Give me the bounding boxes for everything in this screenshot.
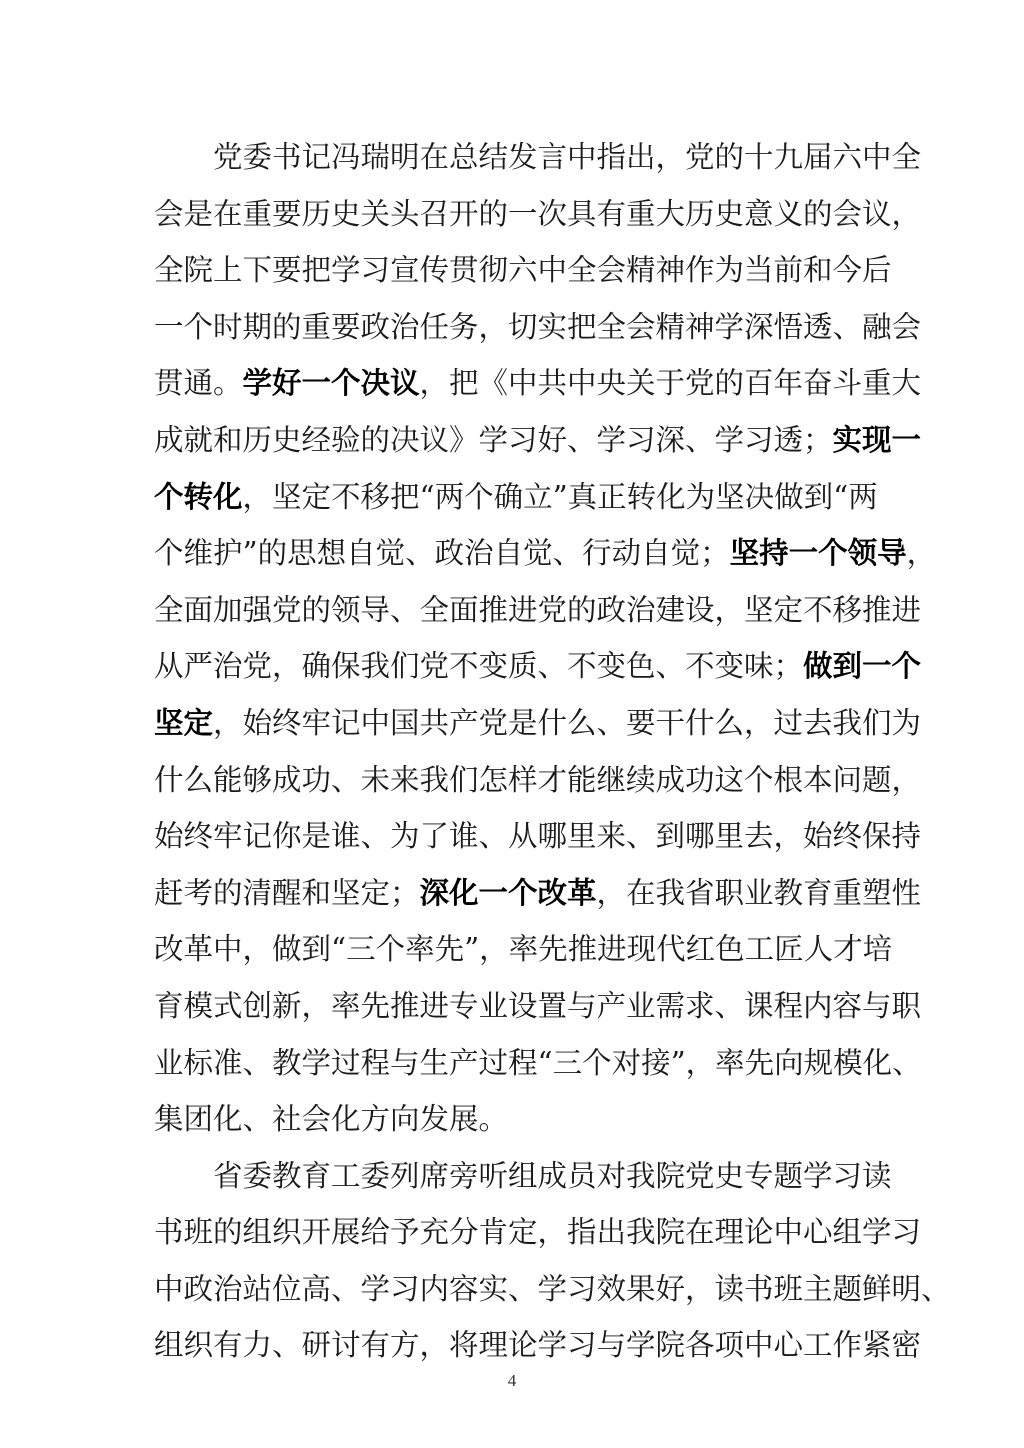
page-number: 4 <box>507 1371 517 1390</box>
paragraph-1-line-16 <box>154 978 922 1035</box>
text-run: 全院上下要把学习宣传贯彻六中全会精神作为当前和今后 <box>154 253 892 288</box>
text-run: 中政治站位高、学习内容实、学习效果好，读书班主题鲜明、 <box>154 1271 951 1306</box>
text-run: ，把《中共中央关于党的百年奋斗重大 <box>419 366 922 401</box>
bold-heading-1: 学好一个决议 <box>242 366 420 401</box>
text-run: ，坚定不移把“两个确立”真正转化为坚决做到“两 <box>242 479 878 514</box>
paragraph-1-line-1 <box>154 129 922 186</box>
text-run: 会是在重要历史关头召开的一次具有重大历史意义的会议， <box>154 196 922 231</box>
bold-heading-2-part-1: 实现一 <box>832 422 922 457</box>
paragraph-1-line-15 <box>154 921 893 978</box>
text-run: 从严治党，确保我们党不变质、不变色、不变味； <box>154 649 804 684</box>
text-run: 组织有力、研讨有方，将理论学习与学院各项中心工作紧密 <box>154 1328 922 1363</box>
paragraph-2-line-4 <box>154 1317 922 1374</box>
text-run: 书班的组织开展给予充分肯定，指出我院在理论中心组学习 <box>154 1215 922 1250</box>
paragraph-1-line-4 <box>154 299 922 356</box>
paragraph-2-line-1 <box>154 1148 892 1205</box>
paragraph-1-line-5 <box>154 355 922 412</box>
bold-heading-2-part-2: 个转化 <box>154 479 243 514</box>
bold-heading-5: 深化一个改革 <box>419 875 597 910</box>
paragraph-1-line-10 <box>154 638 922 695</box>
text-run: 始终牢记你是谁、为了谁、从哪里来、到哪里去，始终保持 <box>154 819 922 854</box>
text-run: 一个时期的重要政治任务，切实把全会精神学深悟透、融会 <box>154 309 922 344</box>
paragraph-1-line-3 <box>154 242 892 299</box>
text-run: ，在我省职业教育重塑性 <box>596 875 922 910</box>
text-run: 改革中，做到“三个率先”，率先推进现代红色工匠人才培 <box>154 932 893 967</box>
document-body <box>154 129 951 1374</box>
bold-heading-4-part-1: 做到一个 <box>803 649 922 684</box>
text-run: ， <box>906 536 937 571</box>
text-run: 集团化、社会化方向发展。 <box>154 1102 509 1137</box>
text-run: 赶考的清醒和坚定； <box>154 875 420 910</box>
paragraph-1-line-18 <box>154 1091 874 1148</box>
paragraph-1-line-12 <box>154 752 922 809</box>
paragraph-1-line-11 <box>154 695 922 752</box>
text-run: 省委教育工委列席旁听组成员对我院党史专题学习读 <box>213 1158 892 1193</box>
paragraph-1-line-2 <box>154 186 922 243</box>
text-run: 贯通。 <box>154 366 243 401</box>
paragraph-1-line-8 <box>154 525 937 582</box>
paragraph-1-line-6 <box>154 412 922 469</box>
text-run: 全面加强党的领导、全面推进党的政治建设，坚定不移推进 <box>154 592 922 627</box>
text-run: 党委书记冯瑞明在总结发言中指出，党的十九届六中全 <box>213 140 922 174</box>
text-run: 育模式创新，率先推进专业设置与产业需求、课程内容与职 <box>154 988 922 1023</box>
paragraph-2-line-2 <box>154 1204 922 1261</box>
paragraph-1-line-17 <box>154 1035 922 1092</box>
bold-heading-3: 坚持一个领导 <box>729 536 907 571</box>
paragraph-1-line-9 <box>154 582 922 639</box>
text-run: 什么能够成功、未来我们怎样才能继续成功这个根本问题， <box>154 762 922 797</box>
text-run: 个维护”的思想自觉、政治自觉、行动自觉； <box>154 536 730 571</box>
text-run: 业标准、教学过程与生产过程“三个对接”，率先向规模化、 <box>154 1045 922 1080</box>
paragraph-1-line-7 <box>154 469 878 526</box>
text-run: 成就和历史经验的决议》学习好、学习深、学习透； <box>154 422 833 457</box>
bold-heading-4-part-2: 坚定 <box>154 705 214 740</box>
paragraph-2-line-3 <box>154 1261 951 1318</box>
paragraph-1-line-13 <box>154 808 922 865</box>
paragraph-1-line-14 <box>154 865 922 922</box>
text-run: ，始终牢记中国共产党是什么、要干什么，过去我们为 <box>213 705 922 740</box>
